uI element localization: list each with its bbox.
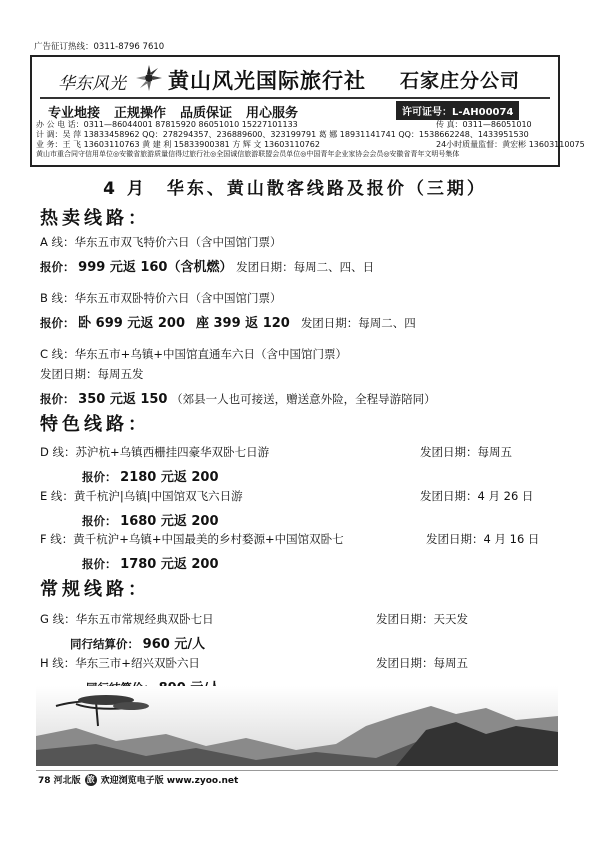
contact-left: 办 公 电 话：0311—86044001 87815920 86051010 15227101133 <box>36 120 298 129</box>
route-b-name: B 线：华东五市双卧特价六日（含中国馆门票） <box>40 291 282 305</box>
logo-script: 华东风光 <box>58 74 126 94</box>
price-value: 999 元返 160（含机燃） <box>78 260 233 275</box>
route-g-price <box>70 633 205 652</box>
price-label: 报价： <box>82 470 117 484</box>
route-h-name: H 线：华东三市+绍兴双卧六日 <box>40 656 200 670</box>
contact-right: 传 真：0311—86051010 <box>436 120 532 129</box>
price-label: 报价： <box>40 316 75 330</box>
route-e-name: E 线：黄千杭沪|乌镇|中国馆双飞六日游 <box>40 489 243 503</box>
ad-hotline: 广告征订热线：0311-8796 7610 <box>34 42 165 52</box>
zyoo-logo-icon: 旅 <box>86 774 95 784</box>
route-d-name: D 线：苏沪杭+乌镇西栅挂四豪华双卧七日游 <box>40 445 270 459</box>
price-label: 报价： <box>82 557 117 571</box>
price-label: 报价： <box>40 392 75 406</box>
price-value: 1780 元返 200 <box>120 557 219 572</box>
slogan: 品质保证 <box>180 106 233 121</box>
route-h-depart: 发团日期：每周五 <box>376 656 468 670</box>
footer <box>38 773 238 786</box>
honors-line: 黄山市重合同守信用单位◎安徽省旅游质量信得过旅行社◎全国诚信旅游联盟会员单位◎中国青年企业家协会会员◎安徽省青年文明号集体 <box>36 150 460 158</box>
route-e-depart: 发团日期：4 月 26 日 <box>420 489 534 503</box>
agency-header <box>30 55 585 167</box>
route-c-name: C 线：华东五市+乌镇+中国馆直通车六日（含中国馆门票） <box>40 347 347 361</box>
price-value: 350 元返 150 <box>78 392 168 407</box>
landscape-image <box>36 686 558 766</box>
depart-date: 发团日期：每周二、四、日 <box>236 260 375 274</box>
logo-icon <box>134 63 164 93</box>
license-number: 许可证号：L-AH00074 <box>396 101 519 120</box>
price-value: 2180 元返 200 <box>120 470 219 485</box>
contact-left: 业 务：王 飞 13603110763 黄 建 利 15833900381 方 辉 文 13603110762 <box>36 140 320 149</box>
footer-website[interactable]: 欢迎浏览电子版 www.zyoo.net <box>100 776 239 786</box>
route-c-depart: 发团日期：每周五发 <box>40 367 144 381</box>
depart-date: 发团日期：每周二、四 <box>300 316 416 330</box>
price-value: 座 399 返 120 <box>195 316 290 331</box>
contact-right: 24小时质量监督：黄宏彬 13603110075 <box>436 140 585 149</box>
section-hot: 热卖线路： <box>40 208 150 229</box>
price-label: 报价： <box>82 514 117 528</box>
slogan: 专业地接 <box>48 106 101 121</box>
route-note: （郊县一人也可接送，赠送意外险，全程导游陪同） <box>171 392 436 406</box>
price-label: 同行结算价： <box>70 637 139 651</box>
route-e-price <box>82 510 219 529</box>
header-divider <box>40 97 550 99</box>
price-value: 960 元/人 <box>142 637 206 652</box>
company-name: 黄山风光国际旅行社 <box>168 69 366 93</box>
price-value: 1680 元返 200 <box>120 514 219 529</box>
route-f-name: F 线：黄千杭沪+乌镇+中国最美的乡村婺源+中国馆双卧七 <box>40 532 344 546</box>
section-special: 特色线路： <box>40 414 150 435</box>
route-a-name: A 线：华东五市双飞特价六日（含中国馆门票） <box>40 235 282 249</box>
route-f-price <box>82 553 219 572</box>
price-value: 卧 699 元返 200 <box>78 316 186 331</box>
slogan: 用心服务 <box>246 106 299 121</box>
route-b-price <box>40 312 416 331</box>
price-label: 报价： <box>40 260 75 274</box>
route-d-depart: 发团日期：每周五 <box>420 445 512 459</box>
footer-divider <box>36 770 558 771</box>
contact-left: 计 调：吴 萍 13833458962 QQ：278294357、236889600、323199791 葛 娜 18931141741 QQ：1538662248、1433951530 <box>36 130 529 139</box>
route-c-price <box>40 388 436 407</box>
route-g-name: G 线：华东五市常规经典双卧七日 <box>40 612 214 626</box>
route-d-price <box>82 466 219 485</box>
page-number: 78 河北版 <box>38 776 81 786</box>
route-f-depart: 发团日期：4 月 16 日 <box>426 532 540 546</box>
route-g-depart: 发团日期：天天发 <box>376 612 468 626</box>
section-regular: 常规线路： <box>40 579 150 600</box>
slogan: 正规操作 <box>114 106 167 121</box>
page-title: 4 月 华东、黄山散客线路及报价（三期） <box>103 179 487 199</box>
branch-name: 石家庄分公司 <box>400 70 521 92</box>
route-a-price <box>40 256 374 275</box>
